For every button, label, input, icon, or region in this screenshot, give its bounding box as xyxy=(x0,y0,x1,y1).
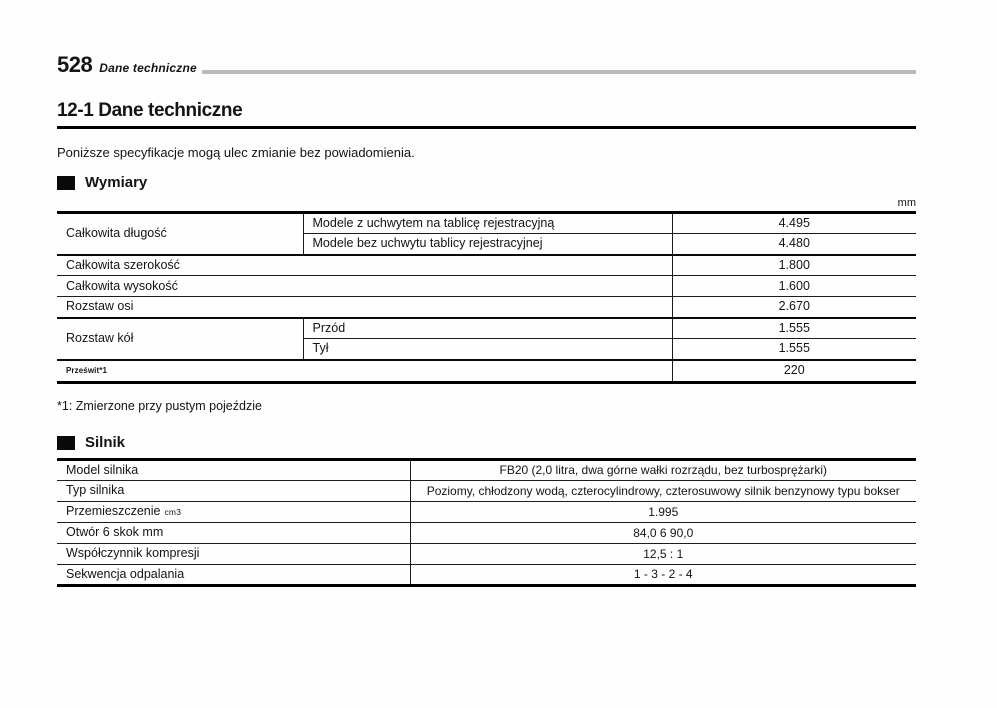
row-value: 84,0 6 90,0 xyxy=(410,523,916,544)
row-label: Typ silnika xyxy=(66,483,125,498)
table-row xyxy=(57,523,916,544)
row-value: 2.670 xyxy=(672,297,916,318)
dimensions-table xyxy=(57,211,916,384)
row-value: 1.800 xyxy=(672,255,916,276)
row-label: Sekwencja odpalania xyxy=(66,566,185,581)
table-row xyxy=(57,565,916,586)
row-label: Rozstaw osi xyxy=(66,299,134,314)
row-label: Prześwit*1 xyxy=(66,365,108,375)
running-header xyxy=(57,54,916,76)
row-value: 1.995 xyxy=(410,502,916,523)
dimensions-section-title: Wymiary xyxy=(85,174,148,192)
table-row xyxy=(57,318,916,339)
row-label-text: Przemieszczenie xyxy=(66,504,161,519)
row-value: 4.495 xyxy=(672,213,916,234)
engine-table xyxy=(57,458,916,587)
section-bullet-icon xyxy=(57,436,75,450)
page-content xyxy=(57,0,916,587)
row-value: FB20 (2,0 litra, dwa górne wałki rozrządu, bez turbosprężarki) xyxy=(410,460,916,481)
page-number: 528 xyxy=(57,52,93,77)
engine-section-title: Silnik xyxy=(85,434,126,452)
row-value: 4.480 xyxy=(672,234,916,255)
row-value: 1.555 xyxy=(672,318,916,339)
row-label: Całkowita długość xyxy=(66,226,167,241)
row-sublabel: Tył xyxy=(303,339,672,360)
unit-label: mm xyxy=(897,197,916,210)
table-row xyxy=(57,276,916,297)
row-value: 1.600 xyxy=(672,276,916,297)
table-row xyxy=(57,460,916,481)
row-label: Otwór 6 skok mm xyxy=(66,525,164,540)
table-row xyxy=(57,360,916,383)
table-row xyxy=(57,544,916,565)
row-label: Model silnika xyxy=(66,462,139,477)
row-label-unit: cm3 xyxy=(164,507,182,518)
table-row xyxy=(57,502,916,523)
section-bullet-icon xyxy=(57,176,75,190)
row-value: 220 xyxy=(672,360,916,383)
row-sublabel: Modele z uchwytem na tablicę rejestracyjną xyxy=(303,213,672,234)
table-row xyxy=(57,213,916,234)
header-rule xyxy=(202,70,916,74)
row-value: 1.555 xyxy=(672,339,916,360)
row-label: Całkowita szerokość xyxy=(66,257,180,272)
table-row xyxy=(57,297,916,318)
row-sublabel: Modele bez uchwytu tablicy rejestracyjnej xyxy=(303,234,672,255)
row-label xyxy=(57,502,410,523)
row-value: 1 - 3 - 2 - 4 xyxy=(410,565,916,586)
row-sublabel: Przód xyxy=(303,318,672,339)
engine-section-header xyxy=(57,435,916,450)
intro-text: Poniższe specyfikacje mogą ulec zmianie bez powiadomienia. xyxy=(57,145,415,160)
table-row xyxy=(57,255,916,276)
row-value: 12,5 : 1 xyxy=(410,544,916,565)
dimensions-section-header xyxy=(57,175,916,190)
table-row xyxy=(57,481,916,502)
row-value: Poziomy, chłodzony wodą, czterocylindrowy, czterosuwowy silnik benzynowy typu bokser xyxy=(410,481,916,502)
chapter-title: Dane techniczne xyxy=(99,61,197,75)
section-heading: 12-1 Dane techniczne xyxy=(57,101,916,129)
row-label: Całkowita wysokość xyxy=(66,278,178,293)
row-label: Rozstaw kół xyxy=(66,331,134,346)
row-label: Współczynnik kompresji xyxy=(66,546,200,561)
footnote-text: *1: Zmierzone przy pustym pojeździe xyxy=(57,399,262,414)
